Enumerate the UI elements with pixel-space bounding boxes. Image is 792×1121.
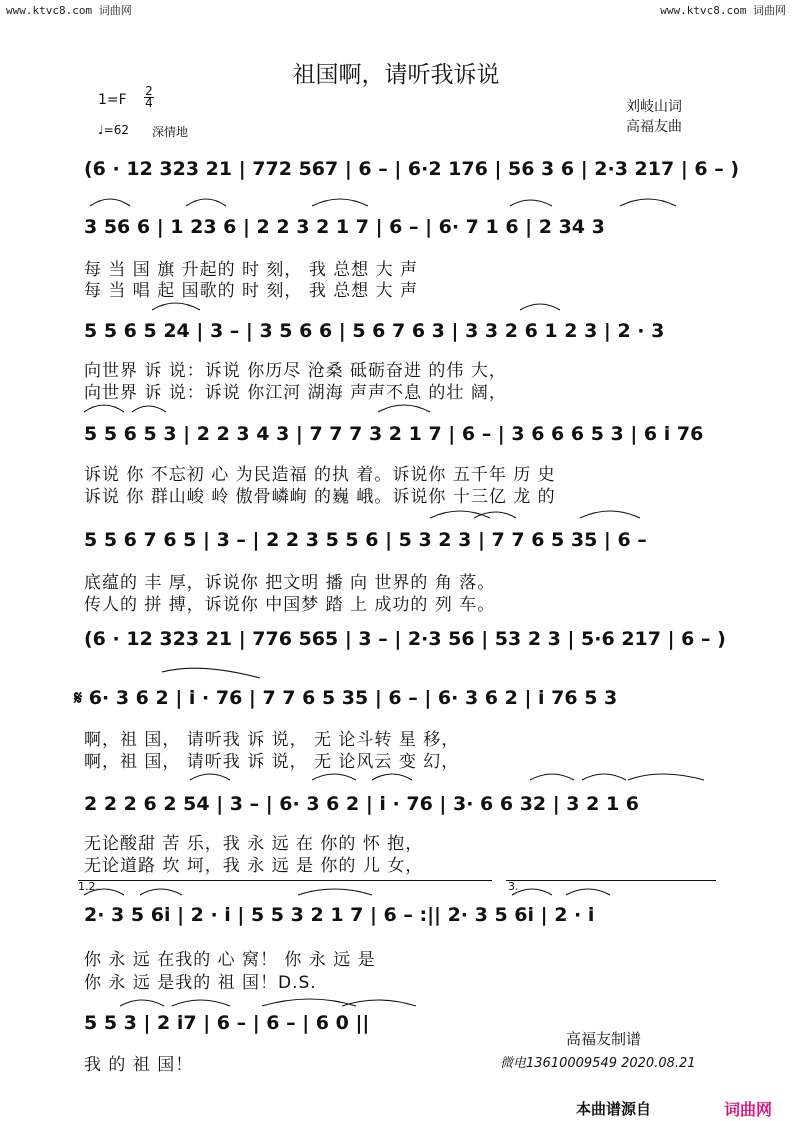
- slur-mark: [90, 199, 130, 206]
- slur-mark: [84, 405, 124, 412]
- arranger-credit: 高福友制谱: [566, 1030, 642, 1048]
- volta-1-bracket: [78, 880, 492, 881]
- slur-mark: [566, 889, 610, 895]
- slur-mark: [520, 304, 560, 310]
- slur-mark: [312, 199, 368, 206]
- volta-2-label: 3.: [508, 880, 519, 893]
- system-8-lyrics-verse-2: 无论道路 坎 坷，我 永 远 是 你的 儿 女，: [84, 856, 424, 876]
- slur-mark: [162, 668, 260, 678]
- volta-2-bracket: [506, 880, 716, 881]
- slur-mark: [342, 1000, 416, 1006]
- slur-mark: [152, 303, 200, 310]
- slur-mark: [620, 199, 676, 206]
- slur-mark: [120, 1000, 164, 1006]
- slur-mark: [430, 511, 490, 518]
- slur-mark: [186, 199, 226, 206]
- time-signature: [144, 86, 154, 109]
- slur-mark: [298, 889, 372, 895]
- system-8-lyrics-verse-1: 无论酸甜 苦 乐，我 永 远 在 你的 怀 抱，: [84, 834, 424, 854]
- system-10-notes: 5 5 3 | 2 i7 | 6 – | 6 – | 6 0 ||: [84, 1012, 370, 1034]
- system-3-lyrics-verse-1: 向世界 诉 说：诉说 你历尽 沧桑 砥砺奋进 的伟 大，: [84, 361, 507, 381]
- system-7-notes: 𝄋 6· 3 6 2 | i · 76 | 7 7 6 5 35 | 6 – | 6· 3 6 2 | i 76 5 3: [74, 687, 618, 709]
- system-6-notes: (6 · 12 323 21 | 776 565 | 3 – | 2·3 56 | 53 2 3 | 5·6 217 | 6 – ): [84, 628, 726, 650]
- slur-mark: [530, 774, 574, 780]
- source-brand: 词曲网: [724, 1100, 773, 1119]
- watermark-left: www.ktvc8.com 词曲网: [6, 4, 132, 17]
- key-signature: 1=F: [98, 92, 127, 108]
- system-4-notes: 5 5 6 5 3 | 2 2 3 4 3 | 7 7 7 3 2 1 7 | 6 – | 3 6 6 6 5 3 | 6 i 76: [84, 423, 704, 445]
- system-9-lyrics-verse-1: 你 永 远 在我的 心 窝！ 你 永 远 是: [84, 950, 376, 970]
- song-title: 祖国啊，请听我诉说: [292, 62, 500, 88]
- slur-mark: [378, 405, 430, 412]
- system-9-lyrics-verse-2: 你 永 远 是我的 祖 国！D.S.: [84, 973, 317, 993]
- system-10-lyrics-verse-1: 我 的 祖 国！: [84, 1055, 194, 1075]
- slur-mark: [132, 406, 166, 412]
- system-1-notes: (6 · 12 323 21 | 772 567 | 6 – | 6·2 176 | 56 3 6 | 2·3 217 | 6 – ): [84, 158, 740, 180]
- slur-mark: [474, 512, 516, 518]
- system-3-notes: 5 5 6 5 24 | 3 – | 3 5 6 6 | 5 6 7 6 3 | 3 3 2 6 1 2 3 | 2 · 3: [84, 320, 665, 342]
- watermark-right: www.ktvc8.com 词曲网: [660, 4, 786, 17]
- expression-marking: 深情地: [152, 125, 189, 139]
- time-signature-numerator: 2: [145, 84, 153, 98]
- system-7-lyrics-verse-2: 啊，祖 国， 请听我 诉 说， 无 论风云 变 幻，: [84, 752, 460, 772]
- system-4-lyrics-verse-1: 诉说 你 不忘初 心 为民造福 的执 着。诉说你 五千年 历 史: [84, 465, 556, 485]
- system-4-lyrics-verse-2: 诉说 你 群山峻 岭 傲骨嶙峋 的巍 峨。诉说你 十三亿 龙 的: [84, 487, 556, 507]
- system-7-lyrics-verse-1: 啊，祖 国， 请听我 诉 说， 无 论斗转 星 移，: [84, 730, 460, 750]
- system-2-lyrics-verse-1: 每 当 国 旗 升起的 时 刻， 我 总想 大 声: [84, 260, 419, 280]
- slur-mark: [582, 774, 626, 780]
- slur-mark: [172, 1000, 230, 1006]
- contact-info: 微电13610009549 2020.08.21: [500, 1056, 696, 1071]
- slur-mark: [140, 889, 182, 895]
- system-3-lyrics-verse-2: 向世界 诉 说：诉说 你江河 湖海 声声不息 的壮 阔，: [84, 383, 507, 403]
- system-5-lyrics-verse-2: 传人的 拼 搏，诉说你 中国梦 踏 上 成功的 列 车。: [84, 595, 496, 615]
- system-5-notes: 5 5 6 7 6 5 | 3 – | 2 2 3 5 5 6 | 5 3 2 3 | 7 7 6 5 35 | 6 –: [84, 529, 647, 551]
- system-9-notes: 2· 3 5 6i | 2 · i | 5 5 3 2 1 7 | 6 – :|| 2· 3 5 6i | 2 · i: [84, 904, 595, 926]
- system-5-lyrics-verse-1: 底蕴的 丰 厚，诉说你 把文明 播 向 世界的 角 落。: [84, 573, 496, 593]
- slur-mark: [372, 774, 412, 780]
- source-label: 本曲谱源自: [576, 1100, 652, 1118]
- slur-mark: [510, 200, 552, 206]
- system-2-notes: 3 56 6 | 1 23 6 | 2 2 3 2 1 7 | 6 – | 6· 7 1 6 | 2 34 3: [84, 216, 605, 238]
- slur-mark: [190, 774, 230, 780]
- slur-mark: [262, 999, 356, 1006]
- tempo-marking: ♩=62: [98, 123, 129, 137]
- volta-1-label: 1.2.: [78, 880, 99, 893]
- time-signature-denominator: 4: [145, 96, 153, 110]
- slur-mark: [312, 774, 356, 780]
- composer: 高福友曲: [626, 119, 682, 135]
- lyricist: 刘岐山词: [626, 99, 682, 115]
- slur-mark: [628, 774, 704, 780]
- slur-mark: [580, 511, 640, 518]
- system-2-lyrics-verse-2: 每 当 唱 起 国歌的 时 刻， 我 总想 大 声: [84, 281, 419, 301]
- system-8-notes: 2 2 2 6 2 54 | 3 – | 6· 3 6 2 | i · 76 | 3· 6 6 32 | 3 2 1 6: [84, 793, 640, 815]
